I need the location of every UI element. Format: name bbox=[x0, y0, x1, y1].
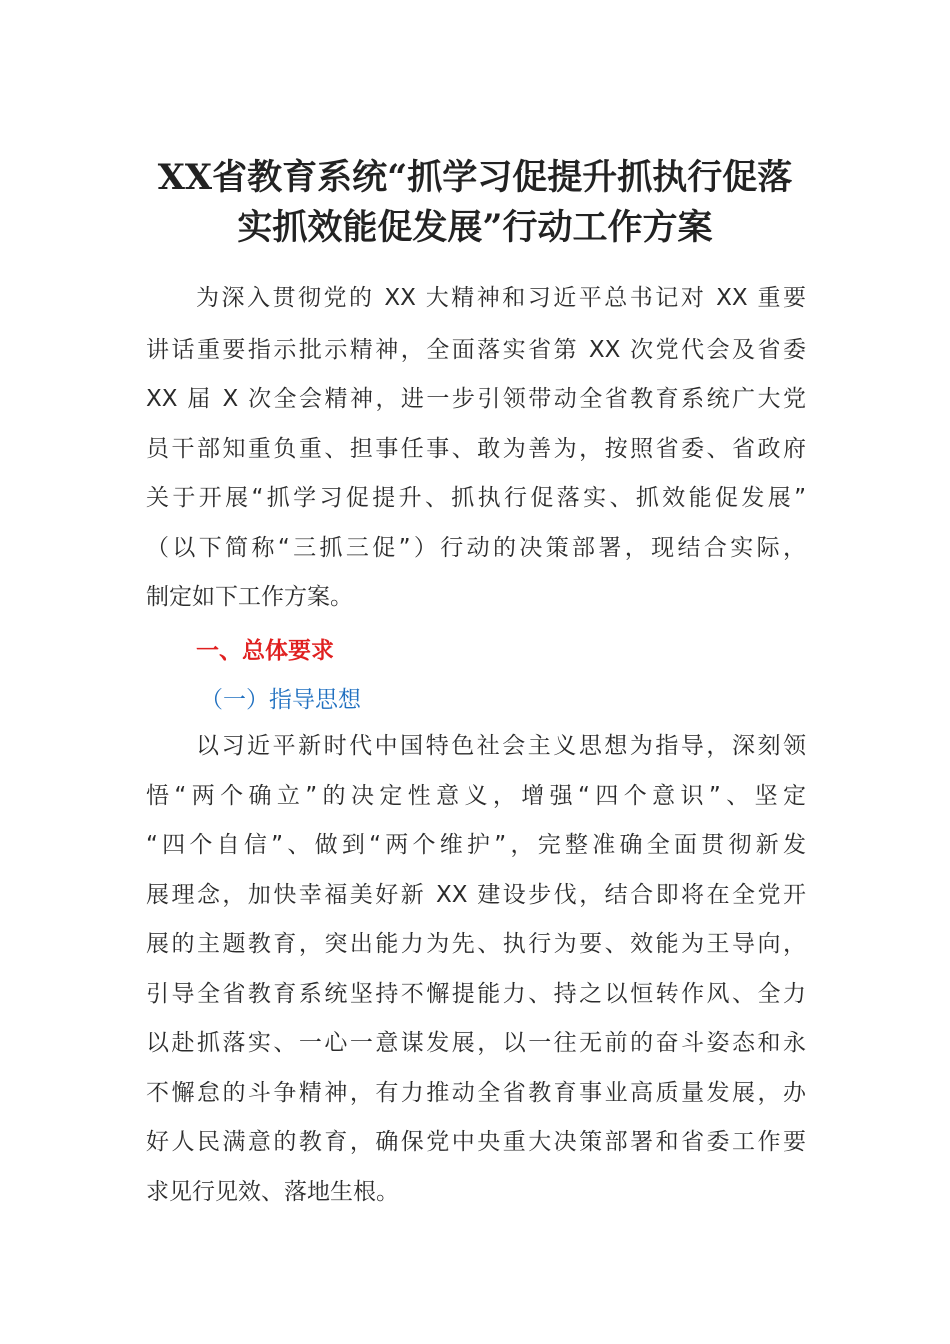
guide-paragraph-line: 以习近平新时代中国特色社会主义思想为指导，深刻领 bbox=[196, 733, 806, 759]
guide-paragraph-line: 好人民满意的教育，确保党中央重大决策部署和省委工作要 bbox=[146, 1129, 806, 1155]
guide-paragraph-line: “四个自信”、做到“两个维护”，完整准确全面贯彻新发 bbox=[146, 832, 806, 858]
subsection-heading: （一）指导思想 bbox=[200, 687, 361, 713]
intro-paragraph-line: （以下简称“三抓三促”）行动的决策部署，现结合实际， bbox=[146, 535, 806, 561]
section-heading: 一、总体要求 bbox=[196, 638, 334, 664]
intro-paragraph-line: 为深入贯彻党的 XX 大精神和习近平总书记对 XX 重要 bbox=[196, 285, 806, 311]
guide-paragraph-line: 展理念，加快幸福美好新 XX 建设步伐，结合即将在全党开 bbox=[146, 882, 806, 908]
guide-paragraph-line: 展的主题教育，突出能力为先、执行为要、效能为王导向， bbox=[146, 931, 806, 957]
guide-paragraph-line: 求见行见效、落地生根。 bbox=[146, 1179, 399, 1205]
guide-paragraph-line: 引导全省教育系统坚持不懈提能力、持之以恒转作风、全力 bbox=[146, 981, 806, 1007]
document-title-line-1: XX省教育系统“抓学习促提升抓执行促落 bbox=[157, 157, 793, 198]
document-title-line-2: 实抓效能促发展”行动工作方案 bbox=[237, 207, 713, 248]
intro-paragraph-line: XX 届 X 次全会精神，进一步引领带动全省教育系统广大党 bbox=[146, 386, 806, 412]
guide-paragraph-line: 悟“两个确立”的决定性意义，增强“四个意识”、坚定 bbox=[146, 783, 806, 809]
guide-paragraph-line: 以赴抓落实、一心一意谋发展，以一往无前的奋斗姿态和永 bbox=[146, 1030, 806, 1056]
guide-paragraph-line: 不懈怠的斗争精神，有力推动全省教育事业高质量发展，办 bbox=[146, 1080, 806, 1106]
intro-paragraph-line: 关于开展“抓学习促提升、抓执行促落实、抓效能促发展” bbox=[146, 485, 806, 511]
intro-paragraph-line: 制定如下工作方案。 bbox=[146, 584, 353, 610]
intro-paragraph-line: 员干部知重负重、担事任事、敢为善为，按照省委、省政府 bbox=[146, 436, 806, 462]
intro-paragraph-line: 讲话重要指示批示精神，全面落实省第 XX 次党代会及省委 bbox=[146, 337, 806, 363]
